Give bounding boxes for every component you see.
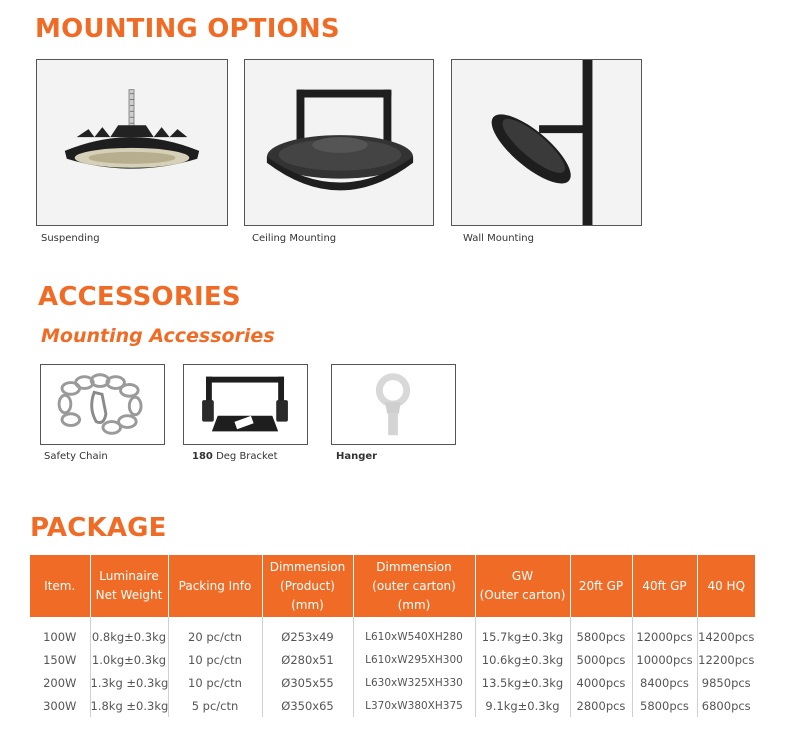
package-header-cell bbox=[262, 555, 353, 617]
package-cell: 10000pcs bbox=[632, 648, 697, 671]
bracket-icon bbox=[184, 365, 307, 444]
package-header-text: Luminaire bbox=[99, 569, 159, 583]
eye-hook-icon bbox=[332, 365, 455, 444]
package-body bbox=[30, 617, 755, 717]
package-header-text: Item. bbox=[44, 578, 76, 593]
ceiling-mounting-image bbox=[244, 59, 434, 226]
ceiling-fixture-icon bbox=[245, 60, 433, 225]
package-cell: 14200pcs bbox=[698, 629, 755, 644]
package-header-cell bbox=[570, 555, 632, 617]
package-row bbox=[30, 694, 755, 717]
package-cell: L630xW325XH330 bbox=[353, 671, 475, 694]
package-cell: 5 pc/ctn bbox=[168, 694, 262, 717]
bracket-caption-text: Deg Bracket bbox=[216, 451, 278, 462]
package-header-cell bbox=[30, 555, 90, 617]
package-cell: 150W bbox=[30, 648, 90, 671]
package-cell: Ø253x49 bbox=[262, 617, 353, 648]
package-header-cell bbox=[697, 555, 755, 617]
package-cell: 12000pcs bbox=[632, 617, 697, 648]
suspending-image bbox=[36, 59, 228, 226]
package-header-text: (outer carton) bbox=[372, 578, 456, 593]
package-cell: 8400pcs bbox=[632, 671, 697, 694]
package-table bbox=[30, 555, 755, 717]
package-row bbox=[30, 648, 755, 671]
package-cell: Ø280x51 bbox=[262, 648, 353, 671]
hanger-image bbox=[331, 364, 456, 445]
package-cell: 12200pcs bbox=[698, 652, 755, 667]
package-header-row bbox=[30, 555, 755, 617]
package-header-text: GW bbox=[511, 569, 534, 583]
hanger-caption: Hanger bbox=[336, 451, 378, 462]
mounting-options-title: MOUNTING OPTIONS bbox=[35, 14, 340, 44]
package-cell: 5000pcs bbox=[570, 648, 632, 671]
ceiling-mounting-caption: Ceiling Mounting bbox=[252, 233, 337, 244]
package-header-text: 40ft GP bbox=[642, 578, 687, 593]
wall-mounting-caption: Wall Mounting bbox=[463, 233, 534, 244]
package-cell: Ø305x55 bbox=[262, 671, 353, 694]
package-header-cell bbox=[168, 555, 262, 617]
suspending-caption: Suspending bbox=[41, 233, 100, 244]
package-header-text: 20ft GP bbox=[578, 578, 624, 593]
chain-icon bbox=[41, 365, 164, 444]
package-header-text: Dimmension bbox=[269, 559, 346, 574]
package-header-cell bbox=[632, 555, 697, 617]
package-cell: 1.8kg ±0.3kg bbox=[90, 694, 168, 717]
package-cell: 9.1kg±0.3kg bbox=[475, 694, 570, 717]
package-cell: 5800pcs bbox=[570, 617, 632, 648]
package-cell: L610xW295XH300 bbox=[353, 648, 475, 671]
wall-mounting-image bbox=[451, 59, 642, 226]
package-cell: 4000pcs bbox=[570, 671, 632, 694]
package-row bbox=[30, 671, 755, 694]
safety-chain-image bbox=[40, 364, 165, 445]
package-cell: 1.3kg ±0.3kg bbox=[90, 671, 168, 694]
package-cell: 10.6kg±0.3kg bbox=[475, 648, 570, 671]
package-cell: 20 pc/ctn bbox=[168, 617, 262, 648]
package-cell: 100W bbox=[30, 617, 90, 648]
accessories-title: ACCESSORIES bbox=[38, 282, 241, 312]
package-cell: 5800pcs bbox=[632, 694, 697, 717]
package-cell: 6800pcs bbox=[701, 698, 751, 713]
bracket-image bbox=[183, 364, 308, 445]
package-cell: Ø350x65 bbox=[262, 694, 353, 717]
package-header-text: (mm) bbox=[291, 597, 324, 612]
package-row bbox=[30, 617, 755, 648]
bracket-caption bbox=[192, 451, 278, 462]
package-header-cell bbox=[353, 555, 475, 617]
package-cell: L610xW540XH280 bbox=[353, 617, 475, 648]
package-header-text: Dimmension bbox=[376, 559, 452, 574]
package-header-text: Packing Info bbox=[178, 578, 252, 593]
package-cell: 10 pc/ctn bbox=[168, 671, 262, 694]
package-cell: 300W bbox=[30, 694, 90, 717]
package-cell: 13.5kg±0.3kg bbox=[475, 671, 570, 694]
mounting-accessories-subtitle: Mounting Accessories bbox=[41, 325, 275, 347]
bracket-caption-degrees: 180 bbox=[192, 451, 213, 462]
package-cell: 2800pcs bbox=[570, 694, 632, 717]
package-cell: 1.0kg±0.3kg bbox=[90, 648, 168, 671]
package-cell: 9850pcs bbox=[701, 675, 751, 690]
package-cell: L370xW380XH375 bbox=[353, 694, 475, 717]
package-cell: 10 pc/ctn bbox=[168, 648, 262, 671]
package-header-text: (mm) bbox=[397, 597, 431, 612]
package-header-text: (Product) bbox=[280, 578, 335, 593]
package-header-cell bbox=[90, 555, 168, 617]
package-header-text: Net Weight bbox=[95, 588, 163, 602]
wall-fixture-icon bbox=[452, 60, 641, 225]
package-cell: 200W bbox=[30, 671, 90, 694]
package-header-text: 40 HQ bbox=[707, 578, 746, 593]
safety-chain-caption: Safety Chain bbox=[44, 451, 108, 462]
package-cell: 0.8kg±0.3kg bbox=[90, 617, 168, 648]
package-header-cell bbox=[475, 555, 570, 617]
suspending-fixture-icon bbox=[37, 60, 227, 225]
package-header-text: (Outer carton) bbox=[479, 588, 566, 602]
package-cell: 15.7kg±0.3kg bbox=[475, 617, 570, 648]
package-title: PACKAGE bbox=[30, 513, 167, 543]
